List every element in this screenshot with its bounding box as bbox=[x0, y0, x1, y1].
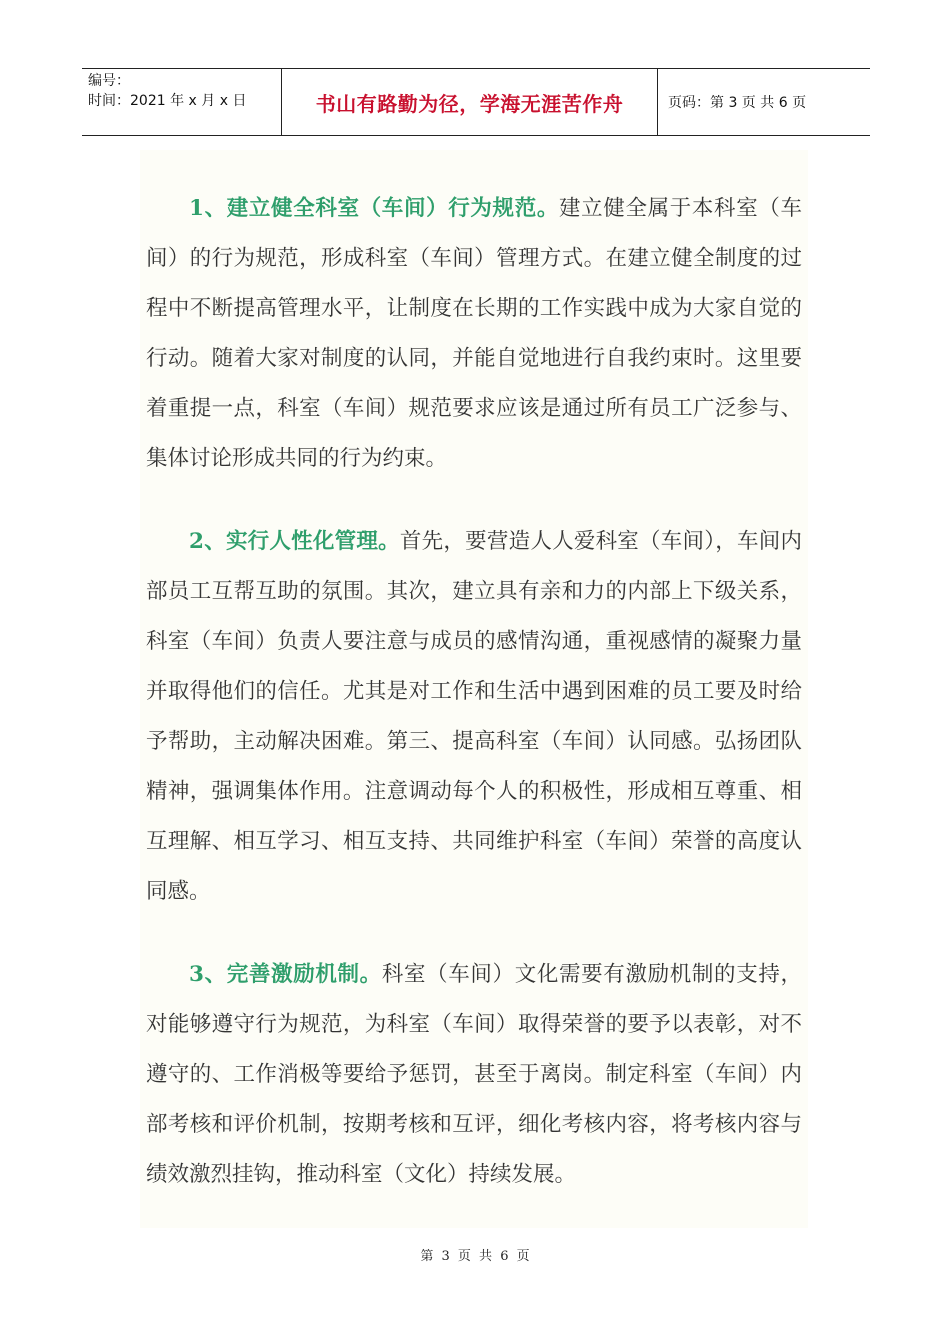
page-footer: 第 3 页 共 6 页 bbox=[420, 1249, 530, 1264]
paragraph-3-text: 科室（车间）文化需要有激励机制的支持，对能够遵守行为规范，为科室（车间）取得荣誉的要予以表彰，对不遵守的、工作消极等要给予惩罚，甚至于离岗。制定科室（车间）内部考核和评价机制，按期考核和互评，细化考核内容，将考核内容与绩效激烈挂钩，推动科室（文化）持续发展。 bbox=[146, 961, 802, 1187]
document-number-label: 编号： bbox=[88, 73, 130, 89]
document-body bbox=[140, 150, 808, 1228]
header-meta-cell bbox=[82, 69, 282, 135]
paragraph-1-heading: 1、建立健全科室（车间）行为规范。 bbox=[189, 195, 559, 221]
header-page-info: 页码：第 3 页 共 6 页 bbox=[668, 95, 807, 111]
paragraph-1-text: 建立健全属于本科室（车间）的行为规范，形成科室（车间）管理方式。在建立健全制度的过程中不断提高管理水平，让制度在长期的工作实践中成为大家自觉的行动。随着大家对制度的认同，并能自觉地进行自我约束时。这里要着重提一点，科室（车间）规范要求应该是通过所有员工广泛参与、集体讨论形成共同的行为约束。 bbox=[146, 195, 802, 471]
paragraph-3-heading: 3、完善激励机制。 bbox=[189, 961, 382, 987]
paragraph-2 bbox=[146, 517, 802, 917]
paragraph-3 bbox=[146, 950, 802, 1200]
paragraph-2-text: 首先，要营造人人爱科室（车间），车间内部员工互帮互助的氛围。其次，建立具有亲和力的内部上下级关系，科室（车间）负责人要注意与成员的感情沟通，重视感情的凝聚力量并取得他们的信任。尤其是对工作和生活中遇到困难的员工要及时给予帮助，主动解决困难。第三、提高科室（车间）认同感。弘扬团队精神，强调集体作用。注意调动每个人的积极性，形成相互尊重、相互理解、相互学习、相互支持、共同维护科室（车间）荣誉的高度认同感。 bbox=[146, 528, 802, 904]
document-date-label: 时间：2021 年 x 月 x 日 bbox=[88, 93, 247, 109]
header-motto: 书山有路勤为径，学海无涯苦作舟 bbox=[282, 69, 658, 135]
document-header bbox=[82, 68, 870, 136]
paragraph-2-heading: 2、实行人性化管理。 bbox=[189, 528, 400, 554]
paragraph-1 bbox=[146, 184, 802, 484]
